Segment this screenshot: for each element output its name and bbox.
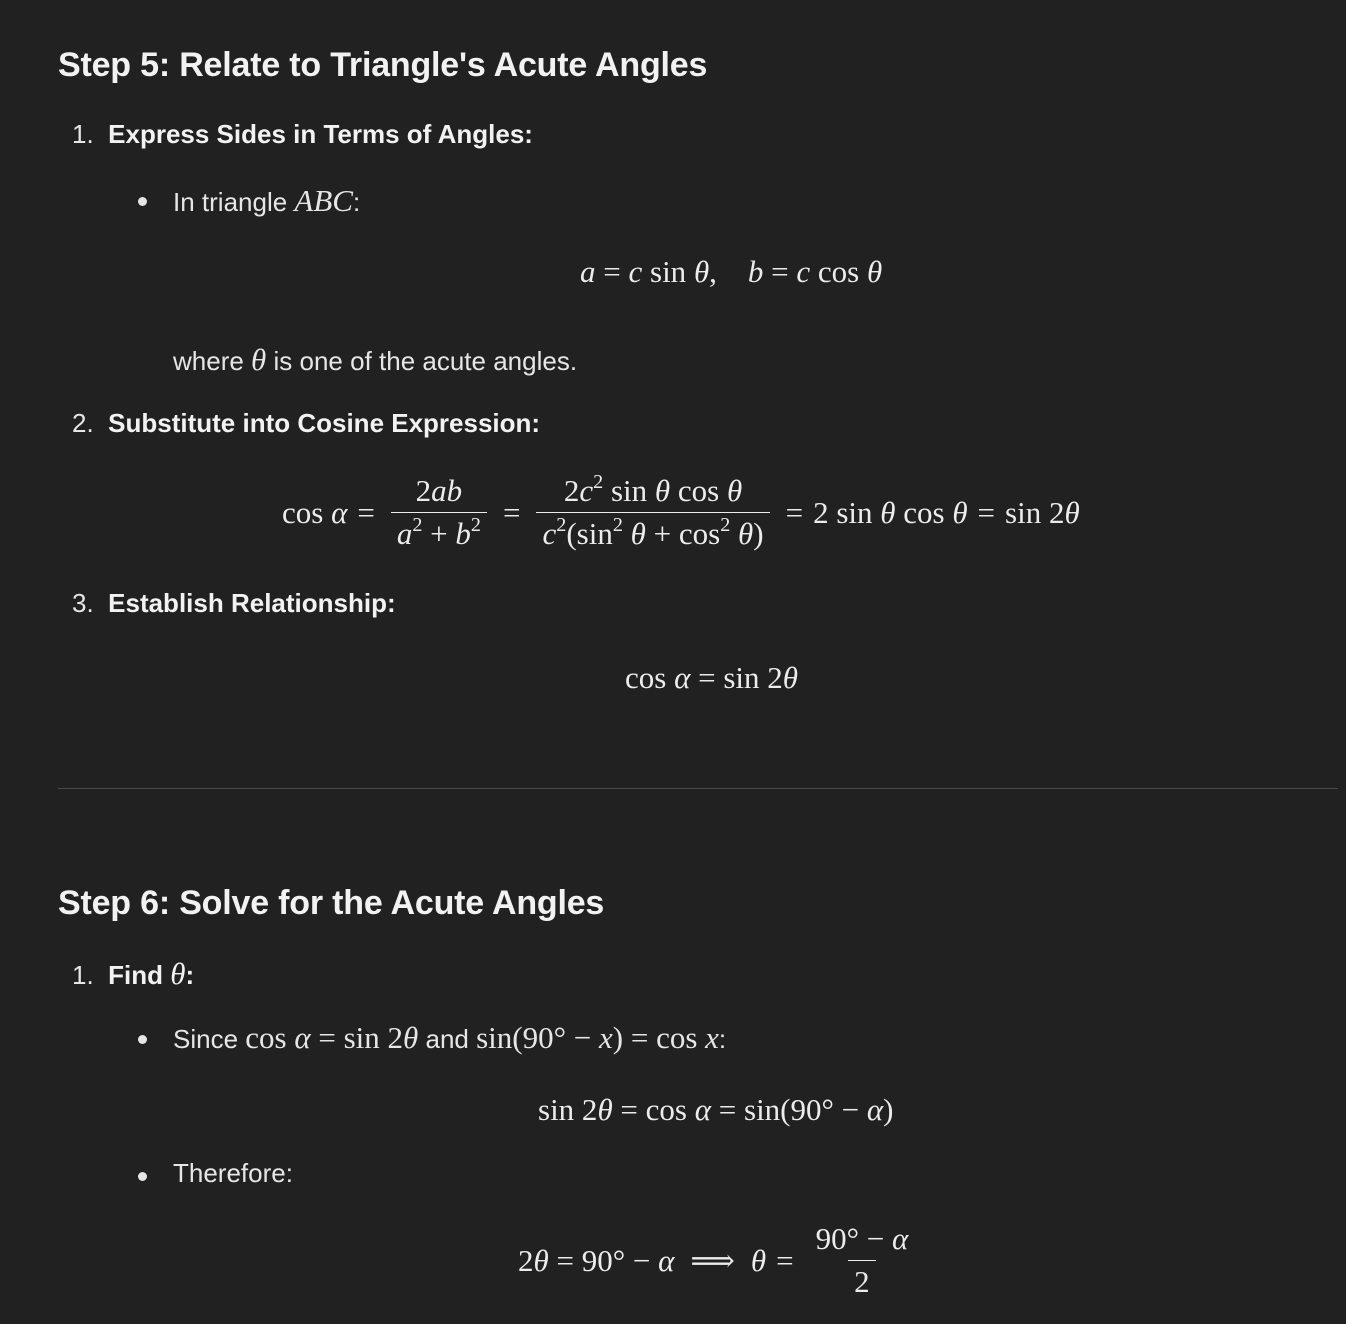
item-number: 3. <box>72 588 94 618</box>
fraction-2ab: $\frac{2ab}{a^2 + b^2}$ <box>391 474 487 551</box>
item-number: 2. <box>72 408 94 438</box>
therefore-bullet: Therefore: <box>173 1158 293 1188</box>
inline-math-abc: ABC <box>294 183 353 218</box>
step6-item1: 1. Find θ: <box>72 956 195 991</box>
section-divider <box>58 788 1338 789</box>
step5-item3 <box>72 588 396 619</box>
step5-heading: Step 5: Relate to Triangle's Acute Angles <box>58 46 708 84</box>
fraction-theta: $\frac{90^\circ - \alpha}{2}$ <box>815 1221 909 1300</box>
item-title: Find <box>108 960 171 990</box>
item-number: 1. <box>72 960 94 990</box>
equation-cosine-substitution: cos α = $\frac{2ab}{a^2 + b^2}$ = $\frac{2c^2 \sin \theta \cos \theta}{c^2(\sin^2 \theta + \cos^2 \theta)}$ = 2 sin θ cos θ = sin 2θ <box>282 470 1080 552</box>
step5-item2 <box>72 408 540 439</box>
item-title: Express Sides in Terms of Angles: <box>108 119 533 149</box>
since-bullet: Since cos α = sin 2θ and sin(90° − x) = cos x: <box>173 1020 727 1055</box>
bullet-dot <box>138 197 147 206</box>
step5-item1 <box>72 119 533 150</box>
equation-theta-solution: 2θ = 90° − α ⟹ θ = $\frac{90^\circ - \alpha}{2}$ <box>518 1222 920 1299</box>
where-theta-text: where θ is one of the acute angles. <box>173 342 578 377</box>
fraction-trig: $\frac{2c^2 \sin \theta \cos \theta}{c^2(\sin^2 \theta + \cos^2 \theta)}$ <box>536 474 769 551</box>
step6-heading: Step 6: Solve for the Acute Angles <box>58 884 605 922</box>
bullet-dot <box>138 1172 147 1181</box>
equation-sides: a = c sin θ, b = c cos θ <box>580 254 883 289</box>
bullet-dot <box>138 1035 147 1044</box>
item-number: 1. <box>72 119 94 149</box>
item-title: Establish Relationship: <box>108 588 396 618</box>
step5-bullet-triangle: In triangle ABC: <box>173 183 361 218</box>
equation-sin-cos: sin 2θ = cos α = sin(90° − α) <box>538 1092 894 1127</box>
equation-relationship: cos α = sin 2θ <box>625 660 799 695</box>
item-title: Substitute into Cosine Expression: <box>108 408 541 438</box>
